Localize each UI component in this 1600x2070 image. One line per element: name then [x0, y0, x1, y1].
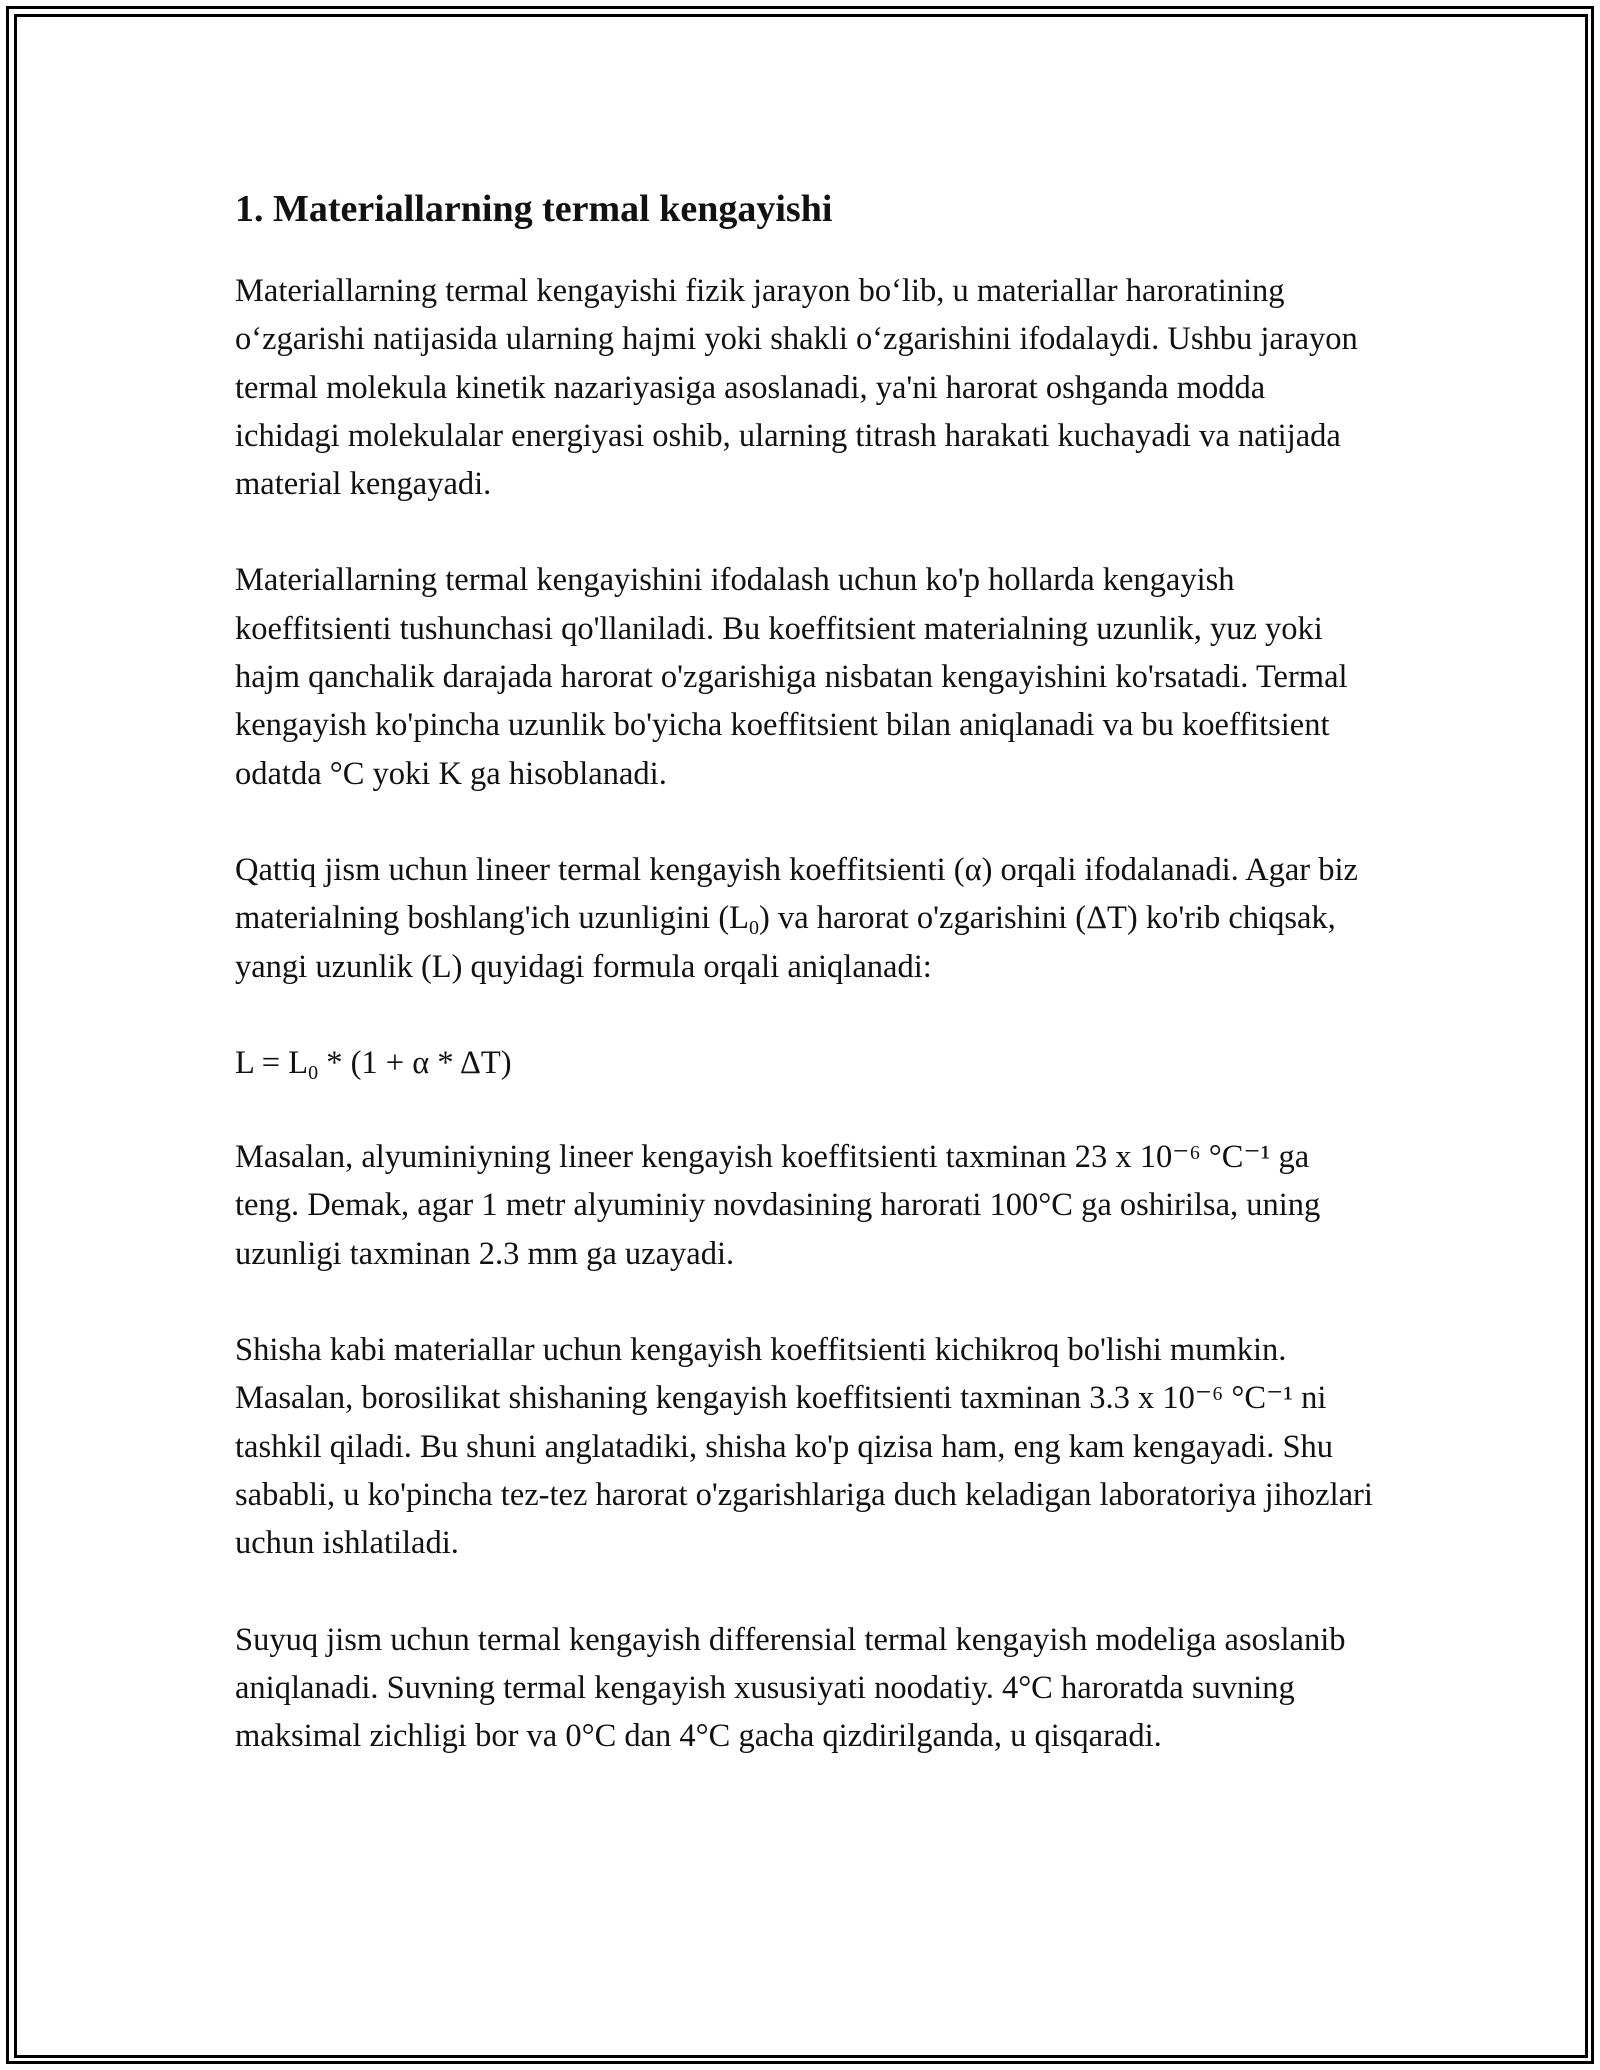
paragraph-linear-expansion [235, 846, 1375, 991]
formula-subscript-zero: 0 [308, 1061, 319, 1084]
document-body [235, 185, 1375, 1808]
paragraph-intro: Materiallarning termal kengayishi fizik jarayon bo‘lib, u materiallar haroratining o‘zgarishi natijasida ularning hajmi yoki shakli o‘zgarishini ifodalaydi. Ushbu jarayon termal molekula kinetik nazariyasiga asoslanadi, ya'ni harorat oshganda modda ichidagi molekulalar energiyasi oshib, ularning titrash harakati kuchayadi va natijada material kengayadi. [235, 273, 1358, 503]
paragraph-linear-expansion-text-2: ) va harorat o'zgarishini (ΔT) ko'rib chiqsak, yangi uzunlik (L) quyidagi formula orqali aniqlanadi: [235, 900, 1336, 985]
formula-linear-expansion [235, 1039, 1375, 1087]
paragraph-coefficient: Materiallarning termal kengayishini ifodalash uchun ko'p hollarda kengayish koeffitsienti tushunchasi qo'llaniladi. Bu koeffitsient materialning uzunlik, yuz yoki hajm qanchalik darajada harorat o'zgarishiga nisbatan kengayishini ko'rsatadi. Termal kengayish ko'pincha uzunlik bo'yicha koeffitsient bilan aniqlanadi va bu koeffitsient odatda °C yoki K ga hisoblanadi. [235, 562, 1348, 792]
paragraph-linear-expansion-text-1: Qattiq jism uchun lineer termal kengayish koeffitsienti (α) orqali ifodalanadi. Agar biz materialning boshlang'ich uzunligini (L [235, 851, 1358, 937]
paragraph-glass-example: Shisha kabi materiallar uchun kengayish koeffitsienti kichikroq bo'lishi mumkin. Masalan, borosilikat shishaning kengayish koeffitsienti taxminan 3.3 x 10⁻⁶ °C⁻¹ ni tashkil qiladi. Bu shuni anglatadiki, shisha ko'p qizisa ham, eng kam kengayadi. Shu sababli, u ko'pincha tez-tez harorat o'zgarishlariga duch keladigan laboratoriya jihozlari uchun ishlatiladi. [235, 1332, 1373, 1562]
formula-right: * (1 + α * ΔT) [318, 1044, 512, 1081]
section-heading: 1. Materiallarning termal kengayishi [235, 188, 833, 230]
subscript-zero: 0 [749, 917, 760, 940]
paragraph-aluminum-example: Masalan, alyuminiyning lineer kengayish koeffitsienti taxminan 23 x 10⁻⁶ °C⁻¹ ga teng. Demak, agar 1 metr alyuminiy novdasining harorati 100°C ga oshirilsa, uning uzunligi taxminan 2.3 mm ga uzayadi. [235, 1139, 1321, 1272]
paragraph-liquid-expansion: Suyuq jism uchun termal kengayish differensial termal kengayish modeliga asoslanib aniqlanadi. Suvning termal kengayish xususiyati noodatiy. 4°C haroratda suvning maksimal zichligi bor va 0°C dan 4°C gacha qizdirilganda, u qisqaradi. [235, 1621, 1346, 1755]
formula-left: L = L [235, 1044, 309, 1081]
